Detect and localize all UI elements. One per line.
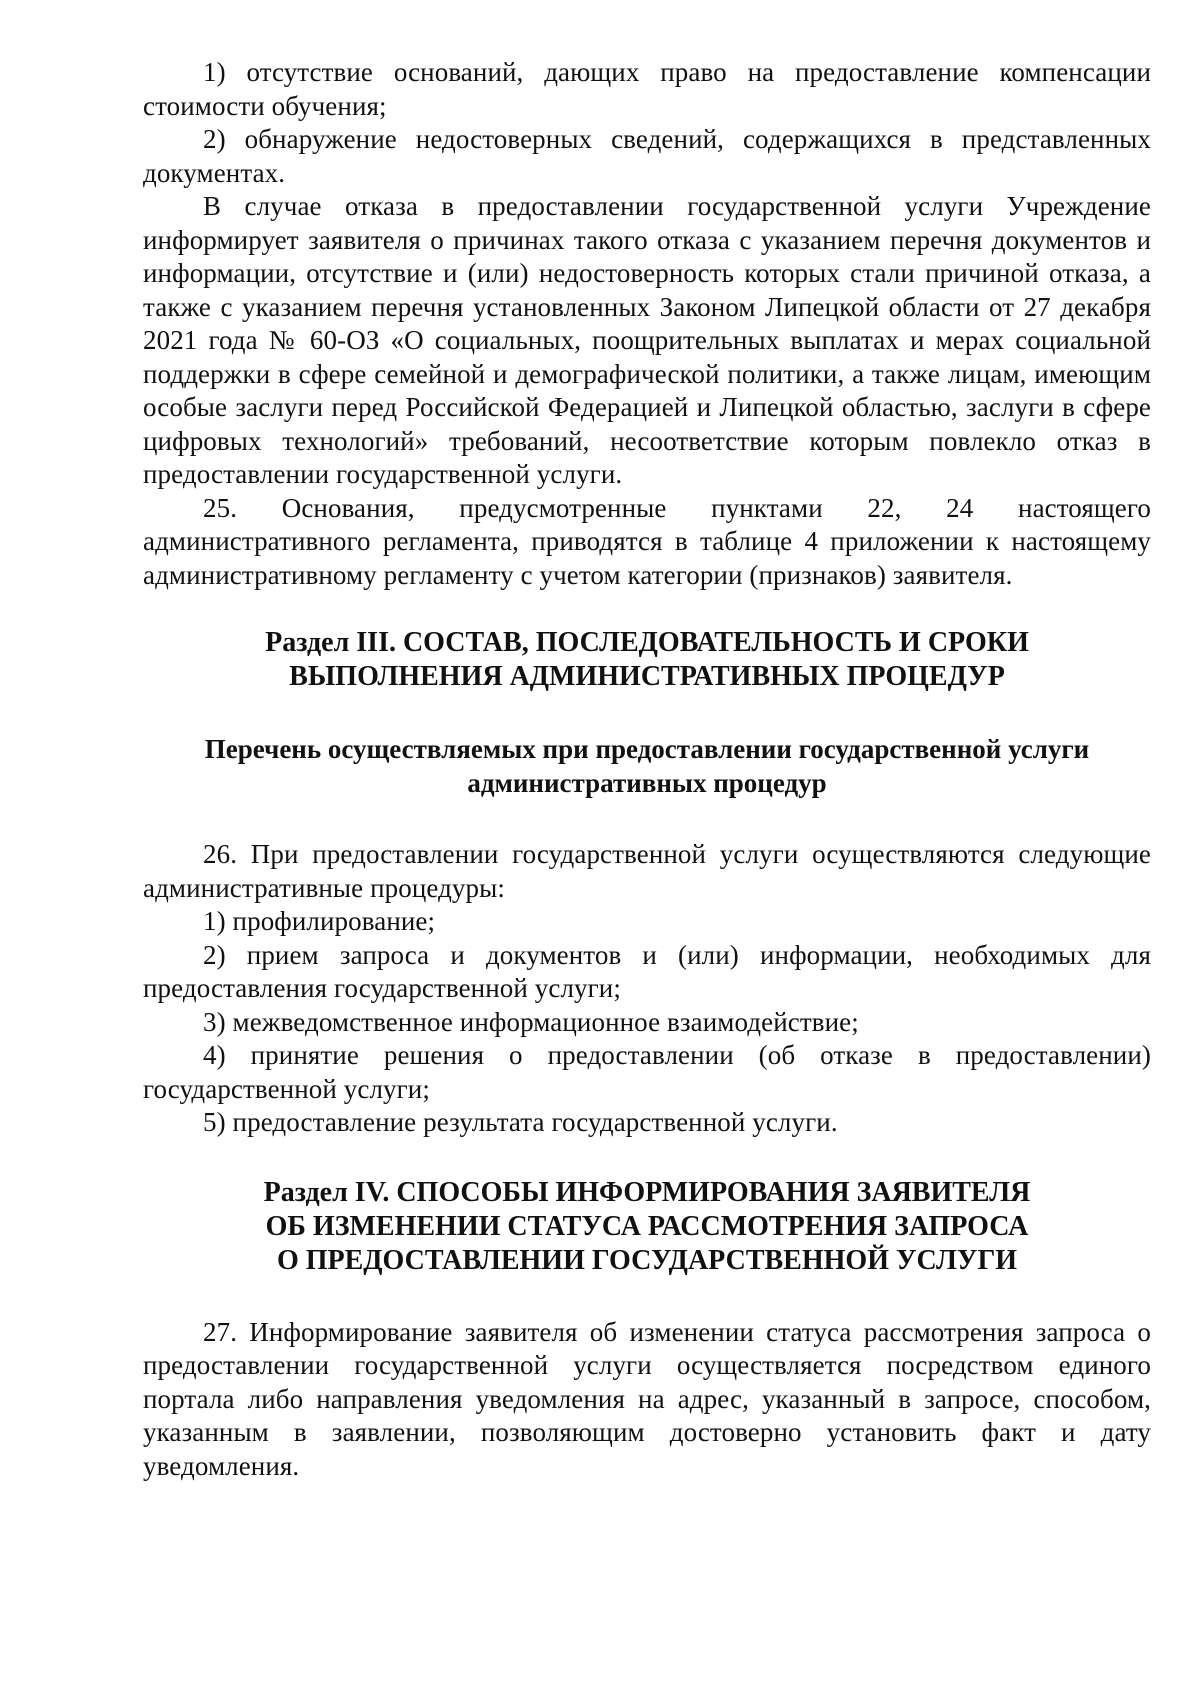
section-4-body [143,1316,1151,1484]
procedure-item-5: 5) предоставление результата государственной услуги. [203,1107,838,1137]
refusal-ground-1: 1) отсутствие оснований, дающих право на предоставление компенсации стоимости обучения; [143,57,1151,121]
paragraph-27: 27. Информирование заявителя об изменении статуса рассмотрения запроса о предоставлении государственной услуги осуществляется посредством единого портала либо направления уведомления на адрес, указанный в запросе, способом, указанным в заявлении, позволяющим достоверно установить факт и дату уведомления. [143,1316,1151,1481]
section-3-subtitle-line-1: Перечень осуществляемых при предоставлении государственной услуги [204,734,1090,764]
section-4-title-line-3: О ПРЕДОСТАВЛЕНИИ ГОСУДАРСТВЕННОЙ УСЛУГИ [276,1244,1018,1276]
refusal-ground-2: 2) обнаружение недостоверных сведений, содержащихся в представленных документах. [143,124,1151,188]
document-page [143,56,1151,1483]
procedure-item-1: 1) профилирование; [203,906,436,936]
section-3-subtitle [143,732,1151,800]
section-3-title-line-1: Раздел III. СОСТАВ, ПОСЛЕДОВАТЕЛЬНОСТЬ И СРОКИ [265,627,1029,658]
paragraph-25: 25. Основания, предусмотренные пунктами 22, 24 настоящего административного регламента, приводятся в таблице 4 приложении к настоящему административному регламенту с учетом категории (признаков) заявителя. [143,492,1151,590]
refusal-notification-paragraph: В случае отказа в предоставлении государственной услуги Учреждение информирует заявителя о причинах такого отказа с указанием перечня документов и информации, отсутствие и (или) недостоверность которых стали причиной отказа, а также с указанием перечня установленных Законом Липецкой области от 27 декабря 2021 года № 60-ОЗ «О социальных, поощрительных выплатах и мерах социальной поддержки в сфере семейной и демографической политики, а также лицам, имеющим особые заслуги перед Российской Федерацией и Липецкой областью, заслуги в сфере цифровых технологий» требований, несоответствие которым повлекло отказ в предоставлении государственной услуги. [143,191,1151,489]
section-4-title-line-1: Раздел IV. СПОСОБЫ ИНФОРМИРОВАНИЯ ЗАЯВИТЕЛЯ [263,1176,1031,1208]
section-4-title-line-2: ОБ ИЗМЕНЕНИИ СТАТУСА РАССМОТРЕНИЯ ЗАПРОСА [265,1210,1029,1242]
procedure-item-3: 3) межведомственное информационное взаимодействие; [203,1006,859,1037]
section-3-body [143,838,1151,1140]
procedure-item-4: 4) принятие решения о предоставлении (об отказе в предоставлении) государственной услуги; [143,1040,1151,1104]
section-3-title [143,626,1151,694]
paragraph-26: 26. При предоставлении государственной услуги осуществляются следующие административные процедуры: [143,839,1151,903]
procedure-item-2: 2) прием запроса и документов и (или) информации, необходимых для предоставления государственной услуги; [143,939,1151,1003]
section-3-title-line-2: ВЫПОЛНЕНИЯ АДМИНИСТРАТИВНЫХ ПРОЦЕДУР [289,661,1005,692]
section-3-subtitle-line-2: административных процедур [467,768,827,798]
section-4-title [143,1176,1151,1278]
